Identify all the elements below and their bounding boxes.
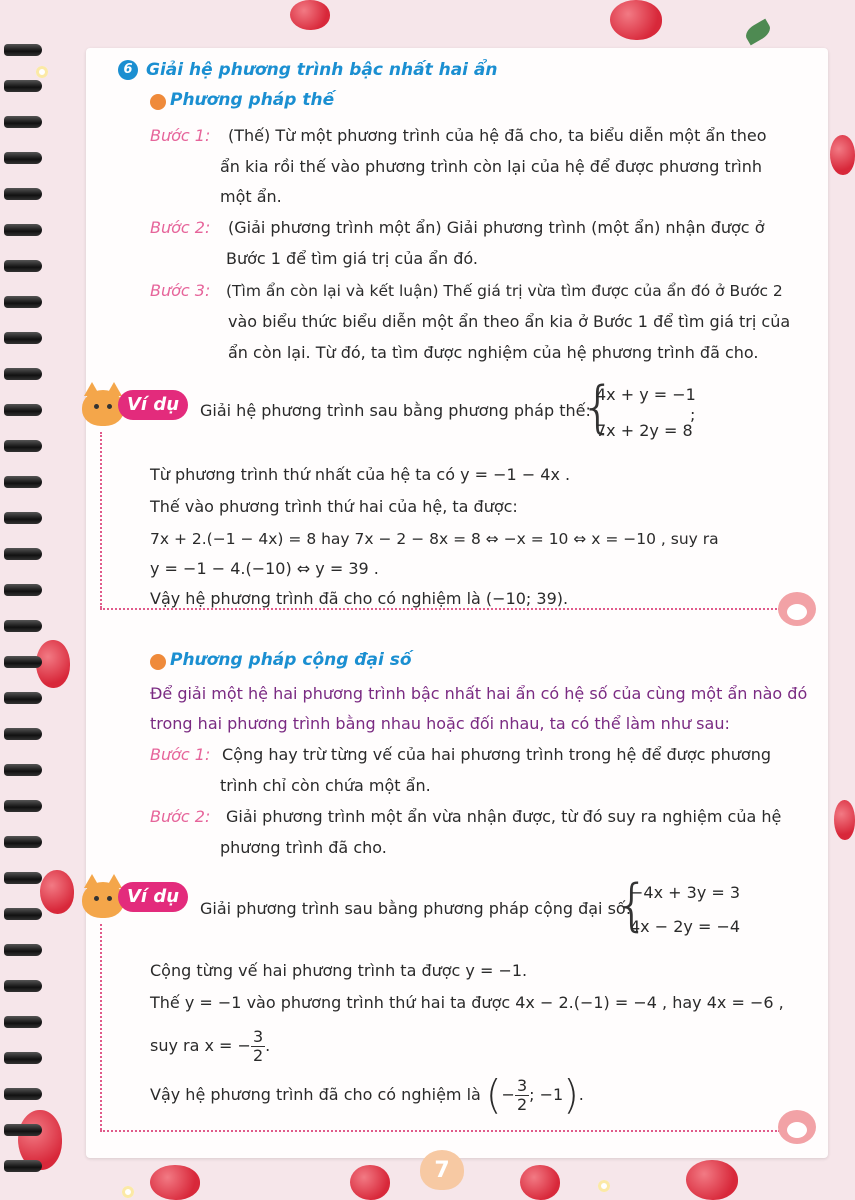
example-line: Từ phương trình thứ nhất của hệ ta có y = −1 − 4x . (150, 465, 571, 484)
example-border (100, 1130, 780, 1132)
example-badge: Ví dụ (118, 882, 188, 912)
system-brace: { (580, 375, 616, 440)
system-equation: −4x + 3y = 3 (630, 883, 741, 902)
strawberry-decoration (830, 135, 855, 175)
system-equation: 7x + 2y = 8 (596, 421, 693, 440)
step-label: Bước 2: (150, 218, 211, 237)
page-number: 7 (420, 1150, 464, 1190)
step-label: Bước 1: (150, 745, 211, 764)
step-text: một ẩn. (220, 187, 282, 206)
step-label: Bước 3: (150, 281, 211, 300)
example-line: Thế vào phương trình thứ hai của hệ, ta được: (150, 497, 518, 516)
step-text: trình chỉ còn chứa một ẩn. (220, 776, 431, 795)
step-text: Giải phương trình một ẩn vừa nhận được, từ đó suy ra nghiệm của hệ (226, 807, 782, 826)
step-label: Bước 2: (150, 807, 211, 826)
step-label: Bước 1: (150, 126, 211, 145)
step-text: Bước 1 để tìm giá trị của ẩn đó. (226, 249, 479, 268)
strawberry-decoration (350, 1165, 390, 1200)
example-prompt: Giải phương trình sau bằng phương pháp cộng đại số: (200, 899, 632, 918)
step-text: phương trình đã cho. (220, 838, 387, 857)
addition-intro: trong hai phương trình bằng nhau hoặc đối nhau, ta có thể làm như sau: (150, 714, 730, 733)
spiral-binding (0, 0, 48, 1200)
example-text: suy ra x = − (150, 1036, 251, 1055)
step-text: vào biểu thức biểu diễn một ẩn theo ẩn kia ở Bước 1 để tìm giá trị của (228, 312, 791, 331)
fraction: $\frac{3}{2}$ (252, 1027, 264, 1065)
step-text: (Giải phương trình một ẩn) Giải phương trình (một ẩn) nhận được ở (228, 218, 765, 237)
step-text: Cộng hay trừ từng vế của hai phương trình trong hệ để được phương (222, 745, 772, 764)
paw-bullet-icon (150, 94, 166, 110)
strawberry-decoration (686, 1160, 738, 1200)
strawberry-decoration (290, 0, 330, 30)
substitution-heading: Phương pháp thế (170, 90, 335, 110)
example-line (150, 1026, 270, 1066)
example-badge: Ví dụ (118, 390, 188, 420)
addition-heading: Phương pháp cộng đại số (170, 650, 412, 670)
paw-print-icon (778, 592, 816, 626)
strawberry-decoration (520, 1165, 560, 1200)
example-line: 7x + 2.(−1 − 4x) = 8 hay 7x − 2 − 8x = 8 ⇔ −x = 10 ⇔ x = −10 , suy ra (150, 530, 719, 548)
step-text: (Tìm ẩn còn lại và kết luận) Thế giá trị vừa tìm được của ẩn đó ở Bước 2 (226, 282, 783, 300)
example-line: y = −1 − 4.(−10) ⇔ y = 39 . (150, 559, 379, 578)
example-conclusion: Vậy hệ phương trình đã cho có nghiệm là (− $\frac{3}{2}$ ; −1). (150, 1072, 584, 1119)
equation-punctuation: ; (690, 405, 696, 424)
flower-decoration (598, 1180, 610, 1192)
section-title: Giải hệ phương trình bậc nhất hai ẩn (146, 60, 498, 80)
strawberry-decoration (834, 800, 855, 840)
example-border (100, 432, 102, 608)
leaf-decoration (743, 19, 774, 46)
step-text: ẩn còn lại. Từ đó, ta tìm được nghiệm của hệ phương trình đã cho. (228, 343, 759, 362)
example-text: . (265, 1036, 271, 1055)
example-border (100, 924, 102, 1130)
strawberry-decoration (610, 0, 662, 40)
system-brace: { (614, 873, 650, 938)
flower-decoration (122, 1186, 134, 1198)
fraction: $\frac{3}{2}$ (516, 1076, 528, 1114)
step-text: ẩn kia rồi thế vào phương trình còn lại của hệ để được phương trình (220, 157, 763, 176)
addition-intro: Để giải một hệ hai phương trình bậc nhất hai ẩn có hệ số của cùng một ẩn nào đó (150, 684, 808, 703)
example-prompt: Giải hệ phương trình sau bằng phương pháp thế: (200, 401, 591, 420)
section-number-badge: 6 (118, 60, 138, 80)
example-line: Cộng từng vế hai phương trình ta được y = −1. (150, 961, 528, 980)
system-equation: 4x + y = −1 (596, 385, 696, 404)
example-conclusion: Vậy hệ phương trình đã cho có nghiệm là (−10; 39). (150, 589, 569, 608)
step-text: (Thế) Từ một phương trình của hệ đã cho, ta biểu diễn một ẩn theo (228, 126, 767, 145)
system-equation: 4x − 2y = −4 (630, 917, 741, 936)
paw-print-icon (778, 1110, 816, 1144)
strawberry-decoration (150, 1165, 200, 1200)
paw-bullet-icon (150, 654, 166, 670)
example-line: Thế y = −1 vào phương trình thứ hai ta được 4x − 2.(−1) = −4 , hay 4x = −6 , (150, 993, 784, 1012)
